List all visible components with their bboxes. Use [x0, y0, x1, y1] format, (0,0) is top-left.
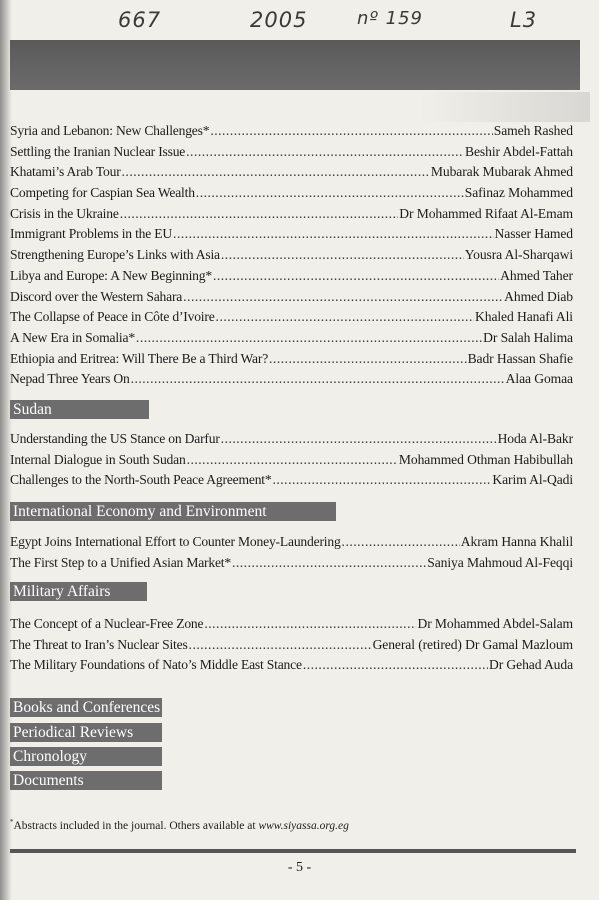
entry-author: Khaled Hanafi Ali	[475, 309, 573, 325]
toc-entry[interactable]	[10, 266, 573, 287]
entry-author: Ahmed Diab	[504, 288, 573, 304]
dot-leader	[173, 224, 494, 245]
dot-leader	[272, 470, 491, 491]
bottom-divider	[10, 849, 576, 853]
entry-title: Internal Dialogue in South Sudan	[10, 451, 186, 467]
dot-leader	[303, 655, 488, 676]
section-chronology[interactable]: Chronology	[10, 747, 162, 766]
toc-entry[interactable]	[10, 162, 573, 183]
handwritten-year: 2005	[250, 8, 308, 32]
entry-title: The First Step to a Unified Asian Market*	[10, 554, 231, 570]
toc-entry[interactable]	[10, 224, 573, 245]
section-heading-sudan: Sudan	[10, 400, 149, 419]
dot-leader	[196, 183, 464, 204]
dot-leader	[120, 204, 399, 225]
toc-entry[interactable]	[10, 450, 573, 471]
entry-title: Ethiopia and Eritrea: Will There Be a Third War?	[10, 350, 269, 366]
section-documents[interactable]: Documents	[10, 771, 162, 790]
entry-author: Dr Gehad Auda	[488, 657, 573, 673]
economy-article-list	[10, 532, 573, 573]
toc-entry[interactable]	[10, 553, 573, 574]
dot-leader	[186, 142, 464, 163]
toc-entry[interactable]	[10, 655, 573, 676]
entry-title: Khatami’s Arab Tour	[10, 164, 121, 180]
footnote	[10, 818, 349, 832]
entry-title: Libya and Europe: A New Beginning*	[10, 267, 212, 283]
military-article-list	[10, 614, 573, 676]
dot-leader	[122, 162, 430, 183]
page-number: - 5 -	[287, 860, 312, 875]
dot-leader	[232, 553, 426, 574]
dot-leader	[269, 349, 467, 370]
entry-author: Akram Hanna Khalil	[460, 534, 573, 549]
entry-title: Immigrant Problems in the EU	[10, 226, 173, 242]
toc-entry[interactable]	[10, 532, 573, 553]
entry-title: Crisis in the Ukraine	[10, 205, 119, 221]
dot-leader	[136, 328, 482, 349]
entry-title: Discord over the Western Sahara	[10, 288, 183, 304]
top-header-bar	[10, 40, 580, 90]
footnote-url[interactable]: www.siyassa.org.eg	[258, 819, 349, 832]
dot-leader	[189, 635, 372, 656]
sudan-article-list	[10, 429, 573, 491]
entry-author: Karim Al-Qadi	[492, 472, 573, 488]
entry-author: Dr Mohammed Rifaat Al-Emam	[399, 205, 573, 221]
entry-author: Saniya Mahmoud Al-Feqqi	[427, 554, 573, 570]
section-heading-economy: International Economy and Environment	[10, 502, 336, 521]
entry-title: The Collapse of Peace in Côte d’Ivoire	[10, 309, 215, 325]
faded-background-text	[420, 92, 590, 122]
dot-leader	[187, 450, 398, 471]
entry-title: Understanding the US Stance on Darfur	[10, 431, 220, 446]
dot-leader	[213, 266, 499, 287]
dot-leader	[342, 532, 460, 553]
entry-title: The Threat to Iran’s Nuclear Sites	[10, 636, 188, 652]
entry-title: A New Era in Somalia*	[10, 329, 135, 345]
dot-leader	[183, 287, 503, 308]
entry-author: Yousra Al-Sharqawi	[464, 247, 573, 263]
entry-author: Nasser Hamed	[494, 226, 573, 242]
toc-entry[interactable]	[10, 204, 573, 225]
entry-title: Syria and Lebanon: New Challenges*	[10, 123, 210, 138]
toc-entry[interactable]	[10, 614, 573, 635]
entry-author: Ahmed Taher	[500, 267, 573, 283]
dot-leader	[210, 121, 492, 142]
footnote-marker: *	[10, 818, 14, 826]
toc-entry[interactable]	[10, 245, 573, 266]
entry-author: Badr Hassan Shafie	[467, 350, 573, 366]
section-books-conferences[interactable]: Books and Conferences	[10, 698, 162, 717]
dot-leader	[131, 369, 505, 390]
top-article-list	[10, 121, 573, 390]
dot-leader	[204, 614, 416, 635]
section-periodical-reviews[interactable]: Periodical Reviews	[10, 723, 162, 742]
toc-entry[interactable]	[10, 142, 573, 163]
toc-entry[interactable]	[10, 307, 573, 328]
dot-leader	[221, 245, 464, 266]
entry-author: Mohammed Othman Habibullah	[398, 451, 573, 467]
toc-entry[interactable]	[10, 121, 573, 142]
toc-entry[interactable]	[10, 328, 573, 349]
entry-author: Beshir Abdel-Fattah	[465, 143, 573, 159]
entry-title: Settling the Iranian Nuclear Issue	[10, 143, 186, 159]
dot-leader	[216, 307, 474, 328]
entry-title: The Military Foundations of Nato’s Middle East Stance	[10, 657, 302, 673]
toc-entry[interactable]	[10, 369, 573, 390]
entry-title: Nepad Three Years On	[10, 371, 130, 387]
entry-title: Strengthening Europe’s Links with Asia	[10, 247, 220, 263]
toc-entry[interactable]	[10, 635, 573, 656]
toc-entry[interactable]	[10, 287, 573, 308]
entry-title: Egypt Joins International Effort to Counter Money-Laundering	[10, 534, 341, 549]
entry-author: Safinaz Mohammed	[464, 185, 573, 201]
entry-title: Competing for Caspian Sea Wealth	[10, 185, 195, 201]
entry-author: General (retired) Dr Gamal Mazloum	[372, 636, 573, 652]
entry-author: Mubarak Mubarak Ahmed	[430, 164, 573, 180]
handwritten-note	[0, 2, 599, 38]
entry-author: Hoda Al-Bakr	[497, 431, 573, 446]
handwritten-number: 667	[118, 8, 162, 32]
entry-author: Dr Salah Halima	[483, 329, 573, 345]
footnote-text: Abstracts included in the journal. Others available at	[13, 819, 259, 832]
toc-entry[interactable]	[10, 183, 573, 204]
toc-entry[interactable]	[10, 349, 573, 370]
handwritten-issue: nº 159	[357, 8, 423, 29]
entry-author: Dr Mohammed Abdel-Salam	[417, 616, 573, 631]
toc-entry[interactable]	[10, 429, 573, 450]
handwritten-code: L3	[510, 8, 538, 32]
entry-author: Alaa Gomaa	[505, 371, 573, 387]
dot-leader	[221, 429, 497, 450]
entry-title: The Concept of a Nuclear-Free Zone	[10, 616, 204, 631]
entry-title: Challenges to the North-South Peace Agreement*	[10, 472, 272, 488]
entry-author: Sameh Rashed	[493, 123, 573, 138]
section-heading-military: Military Affairs	[10, 582, 147, 601]
toc-entry[interactable]	[10, 470, 573, 491]
